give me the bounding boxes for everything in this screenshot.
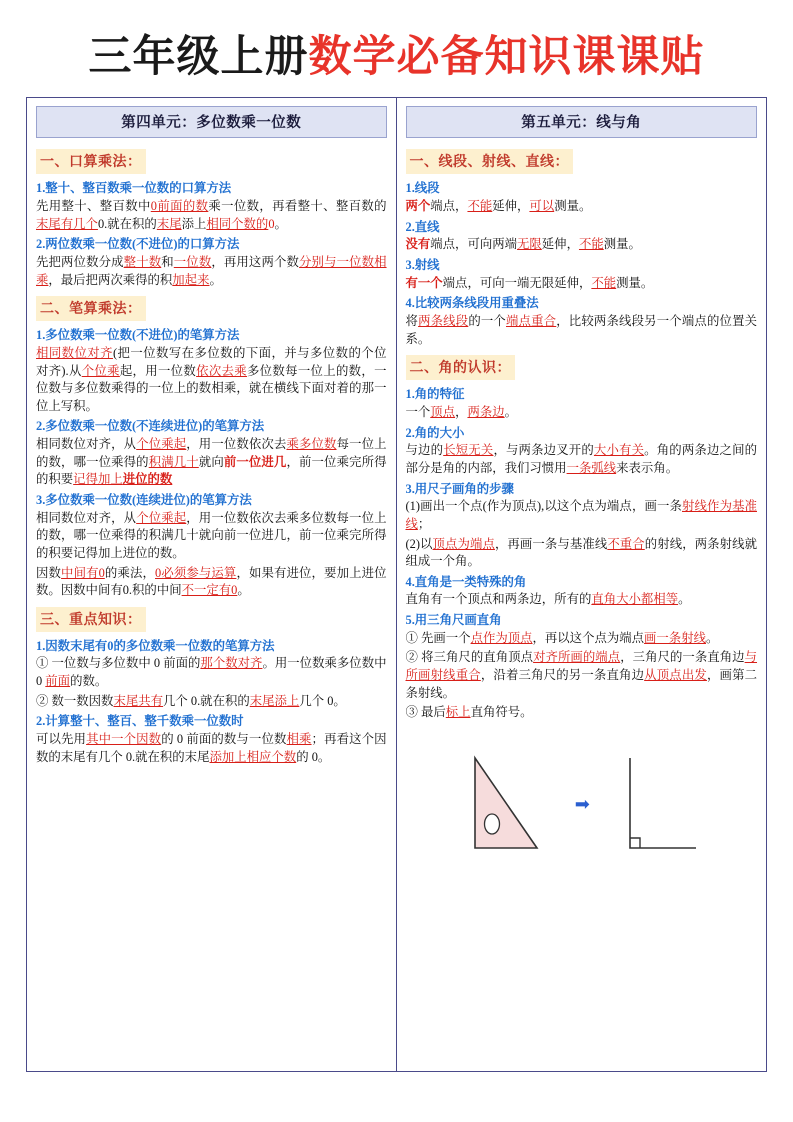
body-r-1-1: 两个端点，不能延伸，可以测量。 [405, 199, 592, 214]
sub-heading-l-3-2: 2.计算整十、整百、整千数乘一位数时 [36, 714, 244, 729]
sub-heading-r-2-5: 5.用三角尺画直角 [405, 613, 502, 628]
content-columns [26, 97, 767, 1072]
angle-diagram [406, 744, 758, 864]
body-r-1-2: 没有端点，可向两端无限延伸，不能测量。 [405, 237, 641, 252]
right-angle-icon [616, 752, 702, 856]
section-heading-written-mult: 二、笔算乘法： [36, 296, 146, 321]
title-grade: 三年级上册 [88, 34, 309, 81]
body-l-3-2: 可以先用其中一个因数的 0 前面的数与一位数相乘；再看这个因数的末尾有几个 0.就在积的末尾添加上相应个数的 0。 [36, 732, 387, 764]
column-unit-5 [397, 98, 767, 1071]
body-l-2-4: 因数中间有0的乘法，0必须参与运算，如果有进位，要加上进位数。因数中间有0.积的中间不一定有0。 [36, 565, 387, 598]
unit-header-4: 第四单元：多位数乘一位数 [36, 106, 387, 138]
sub-heading-l-2-3: 3.多位数乘一位数(连续进位)的笔算方法 [36, 492, 252, 507]
sub-heading-l-2-1: 1.多位数乘一位数(不进位)的笔算方法 [36, 328, 240, 343]
sub-heading-r-1-2: 2.直线 [405, 219, 440, 234]
section-heading-key-points: 三、重点知识： [36, 607, 146, 632]
triangle-ruler-icon [461, 752, 549, 856]
arrow-right-icon: ➡ [574, 793, 590, 814]
sub-heading-r-2-3: 3.用尺子画角的步骤 [405, 481, 514, 496]
section-heading-angles: 二、角的认识： [406, 355, 516, 380]
page-title [26, 34, 767, 81]
body-r-2-5b: ② 将三角尺的直角顶点对齐所画的端点，三角尺的一条直角边与所画射线重合，沿着三角尺的另一条直角边从顶点出发，画第二条射线。 [405, 650, 758, 700]
sub-heading-r-1-1: 1.线段 [405, 181, 440, 196]
body-r-2-3: (1)画出一个点(作为顶点),以这个点为端点，画一条射线作为基准线； [405, 499, 757, 531]
section-heading-lines: 一、线段、射线、直线： [406, 149, 574, 174]
body-r-1-4: 将两条线段的一个端点重合，比较两条线段另一个端点的位置关系。 [405, 314, 758, 346]
body-l-1-2: 先把两位数分成整十数和一位数，再用这两个数分别与一位数相乘，最后把两次乘得的积加起来。 [36, 254, 387, 287]
body-l-2-1: 相同数位对齐(把一位数写在多位数的下面，并与多位数的个位对齐).从个位乘起，用一位数依次去乘多位数每一位上的数，一位数与多位数乘得的一位上的数相乘，就在横线下面对着的那一位上写积。 [36, 345, 387, 413]
column-unit-4 [27, 98, 397, 1071]
sub-heading-l-1-1: 1.整十、整百数乘一位数的口算方法 [36, 181, 232, 196]
body-l-3-1: ① 一位数与多位数中 0 前面的那个数对齐。用一位数乘多位数中 0 前面的数。 [36, 656, 387, 689]
body-l-2-2: 相同数位对齐，从个位乘起，用一位数依次去乘多位数每一位上的数，哪一位乘得的积满几十就向前一位进几，前一位乘完所得的积要记得加上进位的数 [36, 437, 387, 487]
section-heading-oral-mult: 一、口算乘法： [36, 149, 146, 174]
title-subject: 数学必备知识课课贴 [308, 34, 705, 81]
body-r-2-1: 一个顶点，两条边。 [405, 405, 518, 420]
sub-heading-l-3-1: 1.因数末尾有0的多位数乘一位数的笔算方法 [36, 638, 275, 653]
body-l-2-3: 相同数位对齐，从个位乘起，用一位数依次去乘多位数每一位上的数，哪一位乘得的积满几十就向前一位进几，前一位乘完所得的积要记得加上进位的数。 [36, 510, 387, 560]
body-r-2-4: 直角有一个顶点和两条边，所有的直角大小都相等。 [405, 592, 691, 607]
unit-header-5: 第五单元：线与角 [406, 106, 758, 138]
sub-heading-r-1-4: 4.比较两条线段用重叠法 [405, 296, 539, 311]
sub-heading-l-1-2: 2.两位数乘一位数(不进位)的口算方法 [36, 237, 240, 252]
sub-heading-r-2-2: 2.角的大小 [405, 425, 465, 440]
sub-heading-r-2-1: 1.角的特征 [405, 387, 465, 402]
body-r-2-5a: ① 先画一个点作为顶点，再以这个点为端点画一条射线。 [405, 630, 719, 645]
body-r-1-3: 有一个端点，可向一端无限延伸，不能测量。 [405, 275, 654, 290]
sub-heading-r-1-3: 3.射线 [405, 257, 440, 272]
body-l-3-1b: ② 数一数因数末尾共有几个 0.就在积的末尾添上几个 0。 [36, 693, 346, 708]
body-r-2-2: 与边的长短无关，与两条边叉开的大小有关。角的两条边之间的部分是角的内部，我们习惯用一条弧线来表示角。 [405, 443, 758, 475]
body-r-2-5c: ③ 最后标上直角符号。 [405, 705, 533, 720]
sub-heading-l-2-2: 2.多位数乘一位数(不连续进位)的笔算方法 [36, 419, 265, 434]
body-l-1-1: 先用整十、整百数中0前面的数乘一位数，再看整十、整百数的末尾有几个0.就在积的末尾添上相同个数的0。 [36, 199, 387, 231]
body-r-2-3b: (2)以顶点为端点，再画一条与基准线不重合的射线，两条射线就组成一个角。 [405, 536, 758, 569]
sub-heading-r-2-4: 4.直角是一类特殊的角 [405, 574, 527, 589]
